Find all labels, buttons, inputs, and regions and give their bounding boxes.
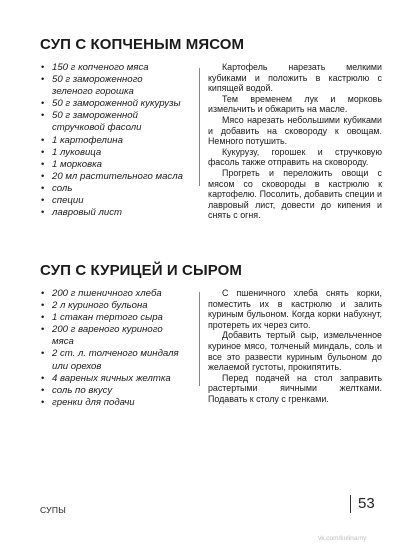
bullet-icon: • bbox=[41, 207, 45, 219]
bullet-icon: • bbox=[41, 98, 45, 110]
bullet-icon: • bbox=[41, 288, 45, 299]
ingredient-list bbox=[40, 288, 185, 409]
method-paragraph: Тем временем лук и морковь измельчить и обжарить на масле. bbox=[208, 93, 382, 115]
column-divider bbox=[199, 292, 200, 386]
ingredient-item: • 200 г пшеничного хлеба bbox=[41, 288, 162, 299]
recipe-smoked-meat-soup bbox=[40, 36, 390, 221]
running-footer-section: СУПЫ bbox=[40, 505, 67, 515]
ingredient-item: • 1 стакан тертого сыра bbox=[41, 312, 163, 324]
method-paragraph: Кукурузу, горошек и стручковую фасоль также отправить на сковороду. bbox=[208, 146, 382, 168]
method-paragraph: Добавить тертый сыр, измельченное куриное мясо, толченый миндаль, соль и все это развести куриным бульоном до желаемой густоты, прокипятить. bbox=[208, 330, 382, 373]
ingredient-item: • 50 г замороженного зеленого горошка bbox=[41, 74, 143, 98]
ingredient-item: • 2 л куриного бульона bbox=[41, 300, 148, 312]
bullet-icon: • bbox=[41, 195, 45, 207]
bullet-icon: • bbox=[41, 62, 45, 73]
bullet-icon: • bbox=[41, 300, 45, 312]
bullet-icon: • bbox=[41, 324, 45, 336]
watermark: vk.com/kulinarny bbox=[318, 535, 367, 542]
ingredient-item: • соль по вкусу bbox=[41, 384, 113, 396]
bullet-icon: • bbox=[41, 74, 45, 86]
ingredient-item: • лавровый лист bbox=[41, 207, 123, 219]
bullet-icon: • bbox=[41, 384, 45, 396]
method-paragraph: Мясо нарезать небольшими кубиками и добавить на сковороду к овощам. Немного потушить. bbox=[208, 114, 382, 147]
ingredient-item: • 150 г копченого мяса bbox=[41, 62, 149, 73]
ingredient-item: • 1 морковка bbox=[41, 158, 102, 170]
method-text bbox=[208, 288, 382, 409]
ingredient-item: • 50 г замороженной кукурузы bbox=[41, 98, 181, 110]
bullet-icon: • bbox=[41, 348, 45, 360]
ingredient-list bbox=[40, 62, 185, 221]
bullet-icon: • bbox=[41, 134, 45, 146]
ingredient-item: • 2 ст. л. толченого миндаля или орехов bbox=[41, 348, 179, 372]
recipe-chicken-cheese-soup bbox=[40, 262, 390, 409]
ingredient-item: • 4 вареных яичных желтка bbox=[41, 372, 171, 384]
method-text bbox=[208, 62, 382, 221]
recipe-title: СУП С КОПЧЕНЫМ МЯСОМ bbox=[40, 36, 245, 53]
ingredient-item: • специи bbox=[41, 195, 84, 207]
bullet-icon: • bbox=[41, 396, 45, 408]
recipe-title: СУП С КУРИЦЕЙ И СЫРОМ bbox=[40, 262, 243, 279]
bullet-icon: • bbox=[41, 312, 45, 324]
ingredient-item: • гренки для подачи bbox=[41, 396, 135, 408]
method-paragraph: Прогреть и переложить овощи с мясом со сковороды в кастрюлю к картофелю. Посолить, добавить специи и лавровый лист, довести до кипения и снять с огня. bbox=[208, 167, 382, 221]
footer-divider bbox=[350, 495, 351, 513]
method-paragraph: С пшеничного хлеба снять корки, поместить их в кастрюлю и залить куриным бульоном. Когда корки набухнут, протереть их через сито. bbox=[208, 288, 382, 330]
ingredient-item: • 1 луковица bbox=[41, 146, 102, 158]
recipe-columns bbox=[40, 288, 390, 409]
ingredient-item: • 20 мл растительного масла bbox=[41, 170, 183, 182]
column-divider bbox=[199, 68, 200, 186]
page-number: 53 bbox=[358, 495, 375, 512]
ingredient-item: • 50 г замороженной стручковой фасоли bbox=[41, 110, 142, 134]
bullet-icon: • bbox=[41, 170, 45, 182]
method-paragraph: Перед подачей на стол заправить растертыми яичными желтками. Подавать к столу с гренками. bbox=[208, 372, 382, 404]
bullet-icon: • bbox=[41, 182, 45, 194]
ingredient-item: • 1 картофелина bbox=[41, 134, 123, 146]
bullet-icon: • bbox=[41, 110, 45, 122]
recipe-columns bbox=[40, 62, 390, 221]
ingredient-item: • 200 г вареного куриного мяса bbox=[41, 324, 163, 348]
ingredient-item: • соль bbox=[41, 182, 73, 194]
method-paragraph: Картофель нарезать мелкими кубиками и положить в кастрюлю с кипящей водой. bbox=[208, 62, 382, 94]
bullet-icon: • bbox=[41, 372, 45, 384]
bullet-icon: • bbox=[41, 146, 45, 158]
bullet-icon: • bbox=[41, 158, 45, 170]
